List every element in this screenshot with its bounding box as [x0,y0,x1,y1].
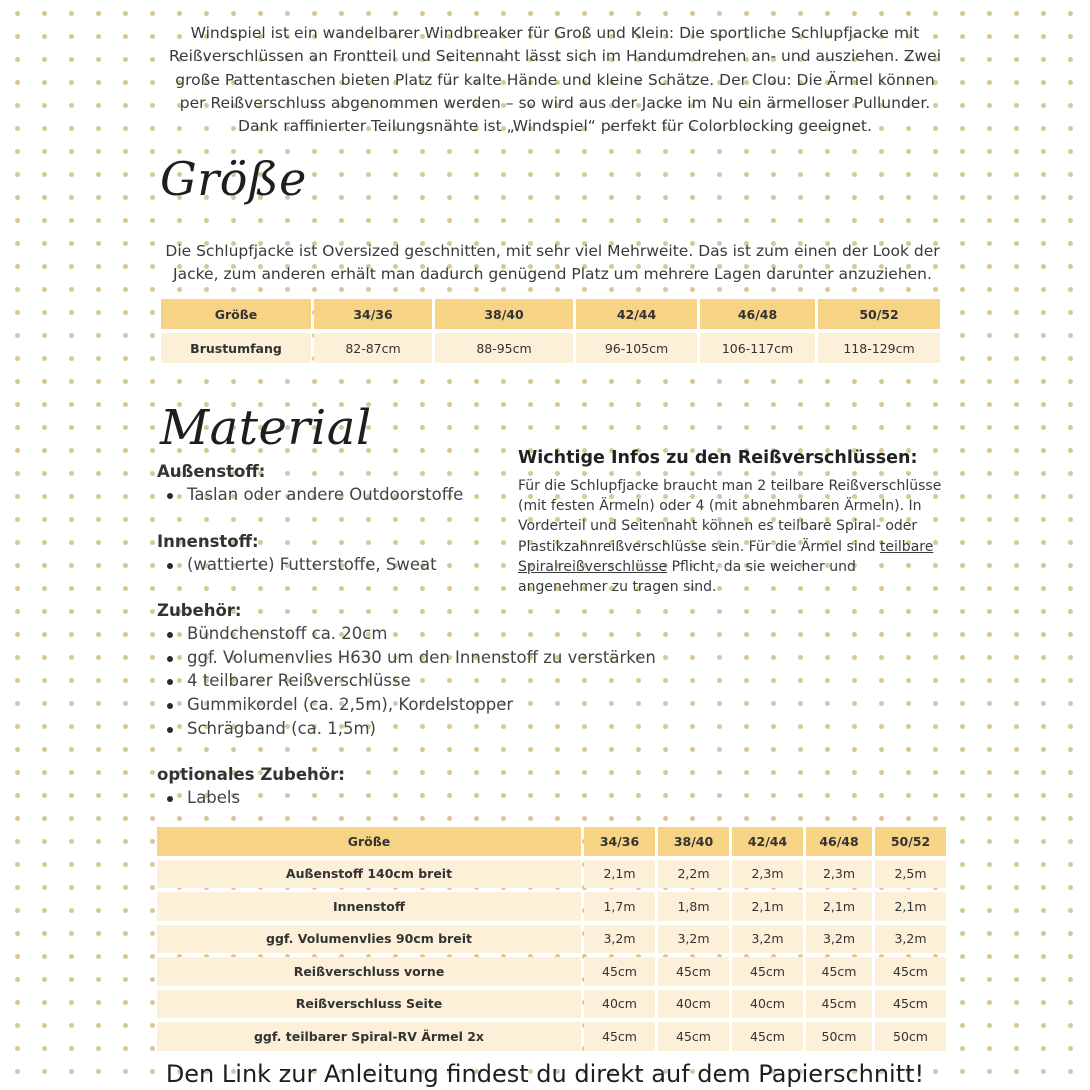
size-table-cell: 82-87cm [314,333,432,363]
material-table-row-label: ggf. teilbarer Spiral-RV Ärmel 2x [157,1022,581,1051]
material-table-cell: 45cm [658,957,729,986]
zipper-info-text-after: Pflicht, da sie weicher und angenehmer zu tragen sind. [518,558,856,596]
material-table-cell: 2,3m [806,860,872,889]
material-group-items [157,786,677,810]
material-group-title: Innenstoff: [157,531,259,551]
material-group-items [157,622,677,740]
list-item: Labels [187,786,677,810]
list-item: Taslan oder andere Outdoorstoffe [187,483,677,507]
material-table-header-cell: 46/48 [806,827,872,856]
material-table-cell: 1,8m [658,892,729,921]
zipper-info-text-underlined: teilbare Spiralreißverschlüsse [518,538,934,575]
material-table-cell: 45cm [658,1022,729,1051]
material-table-cell: 40cm [658,990,729,1019]
list-item: Gummikordel (ca. 2,5m), Kordelstopper [187,693,677,717]
material-table-cell: 1,7m [584,892,655,921]
material-table-cell: 45cm [732,1022,803,1051]
material-group-title: Außenstoff: [157,462,266,481]
material-table-row [157,990,946,1019]
material-group-title: Zubehör: [157,601,242,621]
material-group-optional [157,763,677,810]
material-table-cell: 2,1m [806,892,872,921]
material-group-accessories [157,599,677,740]
size-table-header-cell: 46/48 [700,299,815,329]
list-item: Bündchenstoff ca. 20cm [187,622,677,646]
material-table-row [157,957,946,986]
material-table-row-label: ggf. Volumenvlies 90cm breit [157,925,581,954]
material-table-cell: 50cm [875,1022,946,1051]
material-table-row [157,925,946,954]
size-table-row-label: Brustumfang [161,333,311,363]
size-table-header-cell: Größe [161,299,311,329]
material-table-cell: 3,2m [584,925,655,954]
material-table-cell: 45cm [875,990,946,1019]
list-item: ggf. Volumenvlies H630 um den Innenstoff zu verstärken [187,646,677,670]
material-table-row-label: Reißverschluss Seite [157,990,581,1019]
material-table-cell: 45cm [732,957,803,986]
material-table-cell: 45cm [806,990,872,1019]
material-table-row-label: Innenstoff [157,892,581,921]
material-table-cell: 2,1m [732,892,803,921]
material-table-header-cell: 42/44 [732,827,803,856]
material-table-header-row [157,827,946,856]
material-table-cell: 2,5m [875,860,946,889]
material-table-cell: 3,2m [732,925,803,954]
size-table-header-cell: 50/52 [818,299,940,329]
material-table-cell: 3,2m [875,925,946,954]
material-table-row-label: Reißverschluss vorne [157,957,581,986]
size-table-header-cell: 42/44 [576,299,697,329]
material-table-cell: 3,2m [658,925,729,954]
material-heading: Material [160,400,372,456]
size-table-header-row [161,299,940,329]
material-table-cell: 3,2m [806,925,872,954]
material-table-row [157,1022,946,1051]
material-table-cell: 50cm [806,1022,872,1051]
material-table-cell: 45cm [875,957,946,986]
material-table-cell: 45cm [584,1022,655,1051]
zipper-info-box [518,446,946,597]
list-item: Schrägband (ca. 1,5m) [187,717,677,741]
material-table [154,823,949,1055]
material-table-header-cell: 50/52 [875,827,946,856]
list-item: (wattierte) Futterstoffe, Sweat [187,553,677,577]
material-table-row-label: Außenstoff 140cm breit [157,860,581,889]
material-table-row [157,892,946,921]
material-table-row [157,860,946,889]
material-table-cell: 2,1m [584,860,655,889]
size-table-header-cell: 38/40 [435,299,573,329]
zipper-info-text [518,476,946,597]
list-item: 4 teilbarer Reißverschlüsse [187,669,677,693]
intro-paragraph: Windspiel ist ein wandelbarer Windbreaker für Groß und Klein: Die sportliche Schlupfjacke mit Reißverschlüssen an Frontteil und Seitennaht lässt sich im Handumdrehen an- und ausziehen. Zwei große Pattentaschen bieten Platz für kalte Hände und kleine Schätze. Der Clou: Die Ärmel können per Reißverschluss abgenommen werden – so wird aus der Jacke im Nu ein ärmelloser Pullunder. Dank raffinierter Teilungsnähte ist „Windspiel“ perfekt für Colorblocking geeignet. [168,24,942,136]
material-group-title: optionales Zubehör: [157,765,345,785]
zipper-info-title: Wichtige Infos zu den Reißverschlüssen: [518,448,918,468]
size-heading: Größe [160,152,307,206]
material-table-cell: 40cm [584,990,655,1019]
size-table-row [161,333,940,363]
footer-note: Den Link zur Anleitung findest du direkt auf dem Papierschnitt! [165,1060,925,1088]
zipper-info-text-before: Für die Schlupfjacke braucht man 2 teilbare Reißverschlüsse (mit festen Ärmeln) oder 4 (mit abnehmbaren Ärmeln). In Vorderteil und Seitennaht können es teilbare Spiral- oder Plastikzahnreißverschlüsse sein. Für die Ärmel sind [518,478,942,555]
size-table-cell: 106-117cm [700,333,815,363]
material-table-cell: 40cm [732,990,803,1019]
material-table-cell: 2,1m [875,892,946,921]
material-table-cell: 2,2m [658,860,729,889]
size-table-cell: 118-129cm [818,333,940,363]
size-table-cell: 88-95cm [435,333,573,363]
size-description: Die Schlupfjacke ist Oversized geschnitten, mit sehr viel Mehrweite. Das ist zum einen der Look der Jacke, zum anderen erhält man dadurch genügend Platz um mehrere Lagen darunter anzuziehen. [165,242,940,284]
size-table-header-cell: 34/36 [314,299,432,329]
material-table-header-cell: Größe [157,827,581,856]
material-table-cell: 2,3m [732,860,803,889]
material-table-header-cell: 34/36 [584,827,655,856]
size-table-cell: 96-105cm [576,333,697,363]
material-table-cell: 45cm [584,957,655,986]
size-table [158,295,943,367]
material-table-cell: 45cm [806,957,872,986]
material-table-header-cell: 38/40 [658,827,729,856]
